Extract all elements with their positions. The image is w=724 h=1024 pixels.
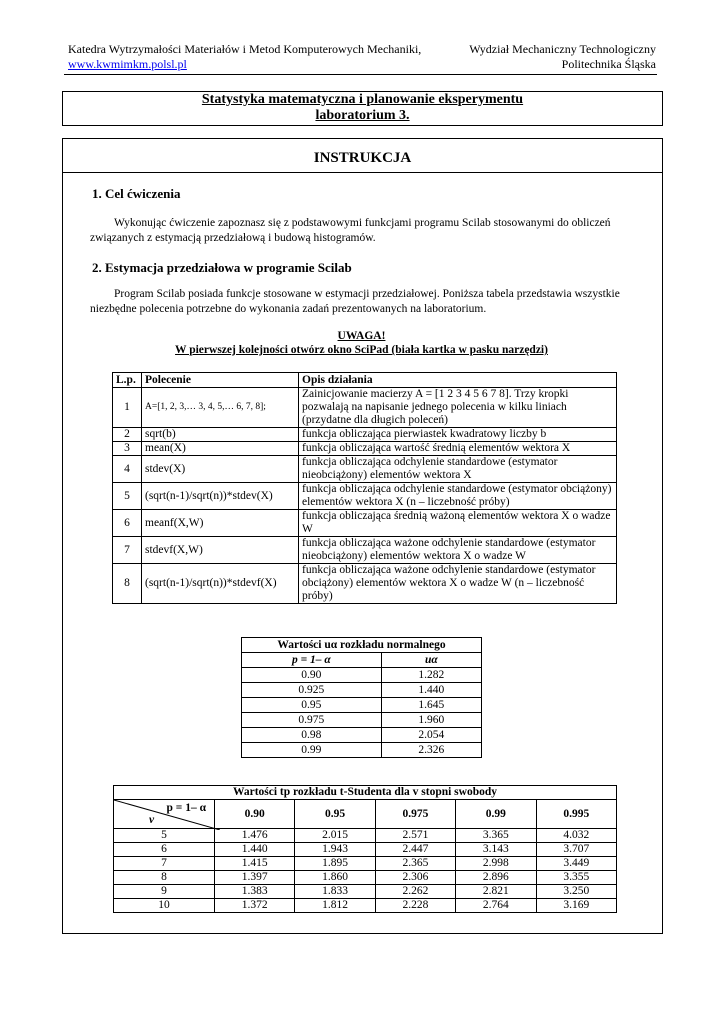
document-subtitle: laboratorium 3. <box>315 108 410 123</box>
header-university: Politechnika Śląska <box>561 57 656 71</box>
table-row <box>242 743 482 758</box>
header-lp: L.p. <box>113 373 142 388</box>
table-row <box>114 871 617 885</box>
col-header: 0.995 <box>536 800 617 829</box>
cell: 9 <box>114 885 215 899</box>
row-number: 1 <box>113 388 142 428</box>
row-command: stdevf(X,W) <box>142 537 299 564</box>
diagonal-header-cell <box>114 800 215 829</box>
table-row <box>113 428 617 442</box>
cell: 1.645 <box>381 698 481 713</box>
cell: 6 <box>114 843 215 857</box>
row-number: 6 <box>113 510 142 537</box>
cell: 2.571 <box>375 829 455 843</box>
warning-text: W pierwszej kolejności otwórz okno SciPad (biała kartka w pasku narzędzi) <box>175 344 548 356</box>
table-row <box>242 683 482 698</box>
normal-table-title: Wartości uα rozkładu normalnego <box>242 638 482 653</box>
cell: 1.440 <box>381 683 481 698</box>
table-row <box>113 442 617 456</box>
cell: 1.476 <box>215 829 295 843</box>
col-header: 0.99 <box>456 800 536 829</box>
cell: 2.896 <box>456 871 536 885</box>
cell: 1.812 <box>295 899 375 913</box>
cell: 1.282 <box>381 668 481 683</box>
row-number: 3 <box>113 442 142 456</box>
cell: 2.054 <box>381 728 481 743</box>
cell: 2.365 <box>375 857 455 871</box>
cell: 3.355 <box>536 871 617 885</box>
row-number: 7 <box>113 537 142 564</box>
header-faculty: Wydział Mechaniczny Technologiczny <box>469 42 656 56</box>
page-header <box>68 42 656 72</box>
table-row <box>113 483 617 510</box>
col-header: 0.975 <box>375 800 455 829</box>
col-header: 0.95 <box>295 800 375 829</box>
row-description: funkcja obliczająca odchylenie standardowe (estymator obciążony) elementów wektora X (n – liczebność próby) <box>299 483 617 510</box>
table-row <box>242 713 482 728</box>
table-row <box>114 885 617 899</box>
section-2-text: Program Scilab posiada funkcje stosowane w estymacji przedziałowej. Poniższa tabela przedstawia wszystkie niezbędne polecenia potrzebne do wykonania zadań prezentowanych na laboratorium. <box>90 288 620 315</box>
row-command: mean(X) <box>142 442 299 456</box>
commands-table <box>112 372 617 604</box>
cell: 0.925 <box>242 683 382 698</box>
warning-note <box>62 329 661 357</box>
row-command: (sqrt(n-1)/sqrt(n))*stdev(X) <box>142 483 299 510</box>
cell: 10 <box>114 899 215 913</box>
cell: 3.143 <box>456 843 536 857</box>
warning-title: UWAGA! <box>337 330 386 342</box>
cell: 2.821 <box>456 885 536 899</box>
table-header-row <box>114 800 617 829</box>
header-department: Katedra Wytrzymałości Materiałów i Metod Komputerowych Mechaniki, <box>68 42 422 56</box>
cell: 0.98 <box>242 728 382 743</box>
row-command: A=[1, 2, 3,… 3, 4, 5,… 6, 7, 8]; <box>142 388 299 428</box>
cell: 1.372 <box>215 899 295 913</box>
row-number: 8 <box>113 564 142 604</box>
row-description: funkcja obliczająca średnią ważoną elementów wektora X o wadze W <box>299 510 617 537</box>
document-title-box <box>62 91 663 126</box>
row-number: 2 <box>113 428 142 442</box>
row-description: Zainicjowanie macierzy A = [1 2 3 4 5 6 7 8]. Trzy kropki pozwalają na napisanie jednego polecenia w kilku liniach (przydatne dla długich poleceń) <box>299 388 617 428</box>
row-number: 5 <box>113 483 142 510</box>
cell: 7 <box>114 857 215 871</box>
table-row <box>242 668 482 683</box>
cell: 0.975 <box>242 713 382 728</box>
cell: 1.440 <box>215 843 295 857</box>
cell: 5 <box>114 829 215 843</box>
cell: 3.365 <box>456 829 536 843</box>
row-command: stdev(X) <box>142 456 299 483</box>
cell: 3.169 <box>536 899 617 913</box>
col-header: 0.90 <box>215 800 295 829</box>
document-title: Statystyka matematyczna i planowanie eksperymentu <box>201 92 524 107</box>
cell: 1.833 <box>295 885 375 899</box>
header-website-link[interactable]: www.kwmimkm.polsl.pl <box>68 57 187 71</box>
table-title-row <box>242 638 482 653</box>
cell: 4.032 <box>536 829 617 843</box>
table-row <box>113 456 617 483</box>
cell: 8 <box>114 871 215 885</box>
table-row <box>113 388 617 428</box>
cell: 1.943 <box>295 843 375 857</box>
section-1-text: Wykonując ćwiczenie zapoznasz się z podstawowymi funkcjami programu Scilab stosowanymi do obliczeń związanych z estymacją przedziałową i budową histogramów. <box>90 217 611 244</box>
table-row <box>114 843 617 857</box>
cell: 2.447 <box>375 843 455 857</box>
normal-col-p: p = 1– α <box>242 653 382 668</box>
row-description: funkcja obliczająca ważone odchylenie standardowe (estymator obciążony) elementów wektora X o wadze W (n – liczebność próby) <box>299 564 617 604</box>
header-description: Opis działania <box>299 373 617 388</box>
row-description: funkcja obliczająca odchylenie standardowe (estymator nieobciążony) elementów wektora X <box>299 456 617 483</box>
cell: 3.250 <box>536 885 617 899</box>
cell: 3.707 <box>536 843 617 857</box>
row-description: funkcja obliczająca wartość średnią elementów wektora X <box>299 442 617 456</box>
cell: 1.895 <box>295 857 375 871</box>
instruction-heading: INSTRUKCJA <box>63 139 662 173</box>
cell: 1.383 <box>215 885 295 899</box>
cell: 1.860 <box>295 871 375 885</box>
cell: 1.415 <box>215 857 295 871</box>
normal-distribution-table <box>241 637 482 758</box>
student-table-title: Wartości tp rozkładu t-Studenta dla v stopni swobody <box>114 786 617 800</box>
table-row <box>113 537 617 564</box>
v-label: v <box>149 814 155 826</box>
cell: 1.960 <box>381 713 481 728</box>
row-description: funkcja obliczająca ważone odchylenie standardowe (estymator nieobciążony) elementów wektora X o wadze W <box>299 537 617 564</box>
header-divider <box>64 74 657 75</box>
cell: 0.99 <box>242 743 382 758</box>
table-title-row <box>114 786 617 800</box>
row-description: funkcja obliczająca pierwiastek kwadratowy liczby b <box>299 428 617 442</box>
student-t-table <box>113 785 617 913</box>
row-command: (sqrt(n-1)/sqrt(n))*stdevf(X) <box>142 564 299 604</box>
table-row <box>242 728 482 743</box>
row-command: meanf(X,W) <box>142 510 299 537</box>
cell: 2.764 <box>456 899 536 913</box>
cell: 2.306 <box>375 871 455 885</box>
table-row <box>113 510 617 537</box>
table-row <box>113 564 617 604</box>
cell: 2.326 <box>381 743 481 758</box>
cell: 3.449 <box>536 857 617 871</box>
header-command: Polecenie <box>142 373 299 388</box>
row-number: 4 <box>113 456 142 483</box>
row-command: sqrt(b) <box>142 428 299 442</box>
p-label: p = 1– α <box>166 802 206 814</box>
cell: 0.95 <box>242 698 382 713</box>
cell: 2.015 <box>295 829 375 843</box>
section-1-heading: 1. Cel ćwiczenia <box>92 186 181 201</box>
normal-col-u: uα <box>381 653 481 668</box>
table-header-row <box>242 653 482 668</box>
cell: 2.228 <box>375 899 455 913</box>
table-row <box>114 829 617 843</box>
table-row <box>114 899 617 913</box>
commands-header-row <box>113 373 617 388</box>
cell: 1.397 <box>215 871 295 885</box>
table-row <box>114 857 617 871</box>
cell: 2.262 <box>375 885 455 899</box>
table-row <box>242 698 482 713</box>
section-2-heading: 2. Estymacja przedziałowa w programie Scilab <box>92 260 352 275</box>
cell: 2.998 <box>456 857 536 871</box>
cell: 0.90 <box>242 668 382 683</box>
